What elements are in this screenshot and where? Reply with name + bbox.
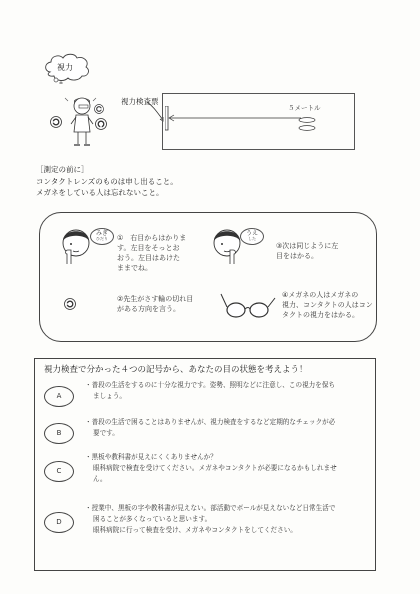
bubble-left-main: みぎ: [95, 230, 108, 237]
step-1-text: [117, 233, 207, 274]
step-4-line-2: 視力、コンタクトの人はコン: [282, 301, 373, 310]
option-b-line-1: ・普段の生活で困ることはありませんが、視力検査をするなど定期的なチェックが必: [85, 418, 336, 426]
option-d-line-2: 困ることが多くなっていると思います。: [93, 514, 212, 523]
girl-illustration: [52, 88, 122, 158]
option-c-badge: C: [44, 461, 74, 482]
ring-symbol-right-icon: [95, 118, 107, 130]
option-b-badge: B: [44, 423, 74, 444]
option-d-line-3: 眼科病院に行って検査を受け、メガネやコンタクトをしてください。: [93, 525, 297, 534]
option-a-badge: A: [44, 386, 74, 407]
option-c-text: [85, 452, 367, 485]
step-1-line-4: ままでね。: [117, 264, 152, 273]
option-d-text: [85, 503, 367, 536]
option-c-line-2: 眼科病院で検査を受けてください。メガネやコンタクトが必要になるかもしれませ: [93, 463, 337, 472]
step-2-line-2: がある方向を言う。: [117, 305, 180, 314]
result-title: 視力検査で分かった４つの記号から、あなたの目の状態を考えよう！: [44, 365, 308, 375]
option-b-line-2: 要です。: [93, 428, 119, 437]
option-a-line-1: ・普段の生活をするのに十分な視力です。姿勢、照明などに注意し、この視力を保ち: [85, 381, 336, 389]
bubble-left-sub: ひだり: [96, 236, 108, 242]
bubble-right-sub: した: [248, 236, 256, 242]
option-a-text: [85, 380, 367, 402]
option-a-line-2: ましょう。: [93, 391, 126, 400]
option-c-line-1: ・黒板や教科書が見えにくくありませんか？: [85, 453, 217, 461]
notes-line-1: コンタクトレンズのものは申し出ること。: [36, 176, 178, 186]
eye-chart-label: 視力検査票: [121, 97, 159, 106]
pre-test-notes: [36, 164, 178, 199]
ring-symbol-left-icon: [50, 116, 62, 128]
glasses-icon: [219, 290, 279, 322]
step-4-line-3: タクトの視力をはかる。: [282, 311, 359, 320]
step-3-line-1: ③次は同じように左: [276, 242, 339, 250]
step-2-text: [117, 294, 222, 314]
step-2-line-1: ②先生がさす輪の切れ目: [117, 295, 194, 303]
distance-label: ５メートル: [288, 104, 321, 112]
step-3-line-2: 目をはかる。: [276, 252, 318, 261]
step-1-line-1: ① 右目からはかりま: [117, 234, 187, 242]
ring-symbol-top-icon: [94, 104, 104, 114]
step-1-line-2: す。左目をそっとお: [117, 244, 180, 253]
boy-face-left: [57, 224, 95, 268]
step-4-text: [282, 290, 374, 320]
step-1-line-3: おう。左目はあけた: [117, 254, 180, 263]
option-c-line-3: ん。: [93, 474, 107, 483]
option-d-line-1: ・授業中、黒板の字や教科書が見えない。部活動でボールが見えないなど日常生活で: [85, 504, 336, 512]
notes-line-2: メガネをしている人は忘れないこと。: [36, 188, 164, 198]
notes-heading: ［測定の前に］: [36, 165, 89, 174]
direction-bubble-right: [240, 228, 264, 245]
step-4-line-1: ④メガネの人はメガネの: [282, 291, 359, 299]
option-d-badge: D: [44, 512, 74, 533]
direction-bubble-left: [90, 228, 114, 245]
option-b-text: [85, 417, 367, 439]
step-3-text: [276, 241, 371, 261]
bubble-right-main: うえ: [245, 230, 258, 237]
ring-symbol-step2-icon: [64, 298, 76, 310]
thought-label: 視力: [57, 63, 73, 72]
